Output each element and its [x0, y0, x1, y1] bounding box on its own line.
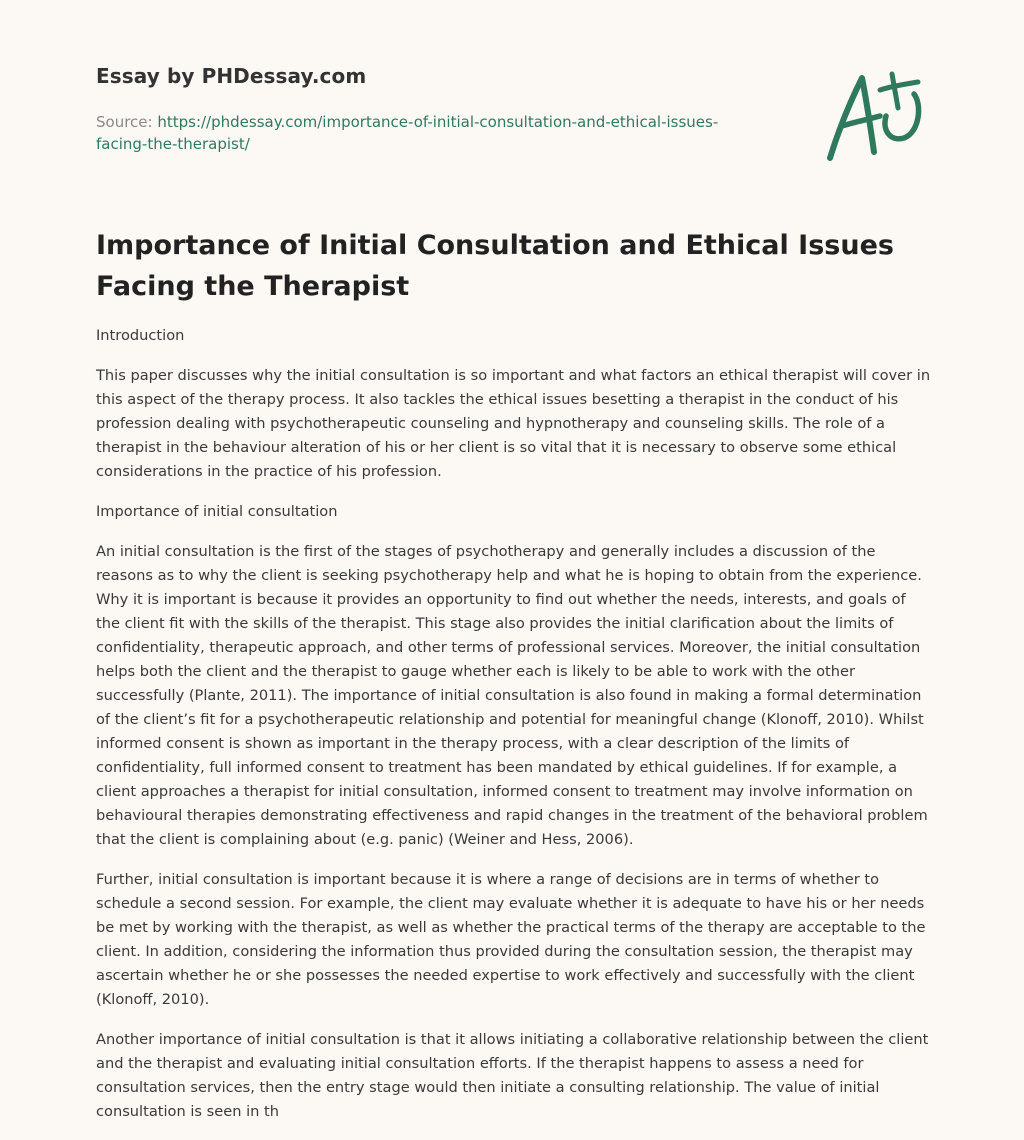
section-heading-importance: Importance of initial consultation: [96, 503, 338, 520]
essay-body: [96, 324, 932, 1140]
brand-title: Essay by PHDessay.com: [96, 64, 367, 88]
paragraph: Further, initial consultation is important because it is where a range of decisions are in terms of whether to schedule a second session. For example, the client may evaluate whether it is adequate to have his or her needs be met by working with the therapist, as well as whether the practical terms of the therapy are acceptable to the client. In addition, considering the information thus provided during the consultation session, the therapist may ascertain whether he or she possesses the needed expertise to work effectively and successfully with the client (Klonoff, 2010).: [96, 871, 926, 1008]
essay-title: Importance of Initial Consultation and Ethical Issues Facing the Therapist: [96, 230, 894, 302]
paragraph: This paper discusses why the initial consultation is so important and what factors an ethical therapist will cover in this aspect of the therapy process. It also tackles the ethical issues besetting a therapist in the conduct of his profession dealing with psychotherapeutic counseling and hypnotherapy and counseling skills. The role of a therapist in the behaviour alteration of his or her client is so vital that it is necessary to observe some ethical considerations in the practice of his profession.: [96, 367, 931, 480]
source-line: [96, 111, 736, 155]
paragraph: Another importance of initial consultation is that it allows initiating a collaborative relationship between the client and the therapist and evaluating initial consultation efforts. If the therapist happens to assess a need for consultation services, then the entry stage would then initiate a consulting relationship. The value of initial consultation is seen in th: [96, 1031, 929, 1120]
section-heading-introduction: Introduction: [96, 327, 185, 344]
a-plus-logo-icon: [822, 68, 926, 164]
paragraph: An initial consultation is the first of the stages of psychotherapy and generally includes a discussion of the reasons as to why the client is seeking psychotherapy help and what he is hoping to obtain from the experience. Why it is important is because it provides an opportunity to find out whether the needs, interests, and goals of the client fit with the skills of the therapist. This stage also provides the initial clarification about the limits of confidentiality, therapeutic approach, and other terms of professional services. Moreover, the initial consultation helps both the client and the therapist to gauge whether each is likely to be able to work with the other successfully (Plante, 2011). The importance of initial consultation is also found in making a formal determination of the client’s fit for a psychotherapeutic relationship and potential for meaningful change (Klonoff, 2010). Whilst informed consent is shown as important in the therapy process, with a clear description of the limits of confidentiality, full informed consent to treatment has been mandated by ethical guidelines. If for example, a client approaches a therapist for initial consultation, informed consent to treatment may involve information on behavioural therapies demonstrating effectiveness and rapid changes in the treatment of the behavioral problem that the client is complaining about (e.g. panic) (Weiner and Hess, 2006).: [96, 543, 928, 848]
source-label: Source:: [96, 113, 158, 131]
source-link[interactable]: https://phdessay.com/importance-of-initial-consultation-and-ethical-issues-facing-the-therapist/: [96, 113, 719, 153]
